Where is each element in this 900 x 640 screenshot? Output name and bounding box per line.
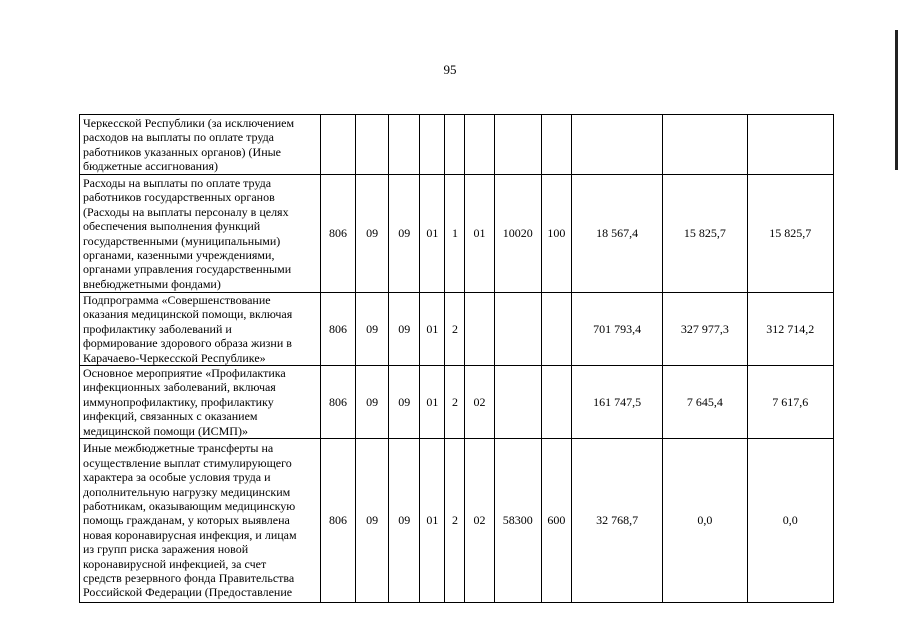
subprogram-code: 2 [445,439,465,603]
expense-description [80,366,321,439]
table-row [80,293,834,366]
description-line: Расходы на выплаты по оплате труда [83,175,272,190]
description-line: работников государственных органов [83,190,275,205]
direction-code: 10020 [494,175,541,293]
subprogram-code: 2 [445,293,465,366]
description-line: профилактику заболеваний и [83,321,232,336]
program-code: 01 [420,175,445,293]
admin-code: 806 [320,366,355,439]
description-line: Российской Федерации (Предоставление [83,585,293,600]
description-line: характера за особые условия труда и [83,470,271,485]
subsection-code: 09 [389,366,420,439]
section-code: 09 [356,175,389,293]
table-row [80,366,834,439]
amount-year-3: 15 825,7 [747,175,833,293]
description-line: коронавирусной инфекцией, за счет [83,556,267,571]
direction-code: 58300 [494,439,541,603]
amount-year-3: 0,0 [747,439,833,603]
description-line: расходов на выплаты по оплате труда [83,130,274,145]
description-line: внебюджетными фондами) [83,276,221,291]
program-code: 01 [420,293,445,366]
direction-code [494,115,541,175]
expense-type-code [541,293,571,366]
expense-type-code [541,366,571,439]
amount-year-2: 15 825,7 [663,175,747,293]
amount-year-1: 701 793,4 [571,293,662,366]
section-code: 09 [356,293,389,366]
subsection-code: 09 [389,175,420,293]
admin-code: 806 [320,175,355,293]
description-line: Черкесской Республики (за исключением [83,115,295,130]
amount-year-1: 18 567,4 [571,175,662,293]
expense-type-code: 600 [541,439,571,603]
amount-year-3: 7 617,6 [747,366,833,439]
amount-year-3 [747,115,833,175]
description-line: формирование здорового образа жизни в [83,336,292,351]
description-line: новая коронавирусная инфекция, и лицам [83,527,297,542]
admin-code: 806 [320,293,355,366]
table-row [80,115,834,175]
amount-year-1: 32 768,7 [571,439,662,603]
table-row [80,439,834,603]
description-line: Подпрограмма «Совершенствование [83,293,271,307]
subprogram-code: 2 [445,366,465,439]
section-code: 09 [356,366,389,439]
description-line: инфекционных заболеваний, включая [83,380,276,395]
expense-description [80,293,321,366]
description-line: оказания медицинской помощи, включая [83,307,293,322]
description-line: Карачаево-Черкесской Республике» [83,350,266,365]
event-code: 01 [465,175,494,293]
expense-description [80,175,321,293]
amount-year-2 [663,115,747,175]
description-line: органами управления государственными [83,262,292,277]
amount-year-1: 161 747,5 [571,366,662,439]
program-code: 01 [420,439,445,603]
amount-year-1 [571,115,662,175]
program-code: 01 [420,366,445,439]
amount-year-2: 327 977,3 [663,293,747,366]
description-line: Иные межбюджетные трансферты на [83,441,274,456]
budget-table [79,114,834,603]
expense-type-code: 100 [541,175,571,293]
description-line: обеспечения выполнения функций [83,219,261,234]
description-line: средств резервного фонда Правительства [83,570,295,585]
description-line: Основное мероприятие «Профилактика [83,366,286,381]
description-line: работников указанных органов) (Иные [83,144,281,159]
description-line: иммунопрофилактику, профилактику [83,394,274,409]
amount-year-2: 0,0 [663,439,747,603]
program-code [420,115,445,175]
section-code: 09 [356,439,389,603]
admin-code [320,115,355,175]
description-line: работникам, оказывающим медицинскую [83,498,296,513]
description-line: бюджетные ассигнования) [83,158,219,173]
description-line: органами, казенными учреждениями, [83,247,275,262]
event-code: 02 [465,366,494,439]
expense-description [80,115,321,175]
event-code [465,115,494,175]
description-line: помощь гражданам, у которых выявлена [83,513,290,528]
event-code: 02 [465,439,494,603]
description-line: дополнительную нагрузку медицинским [83,484,291,499]
scan-edge-mark [895,30,898,170]
expense-type-code [541,115,571,175]
description-line: инфекций, связанных с оказанием [83,409,258,424]
subsection-code [389,115,420,175]
direction-code [494,293,541,366]
event-code [465,293,494,366]
subsection-code: 09 [389,293,420,366]
table-row [80,175,834,293]
amount-year-2: 7 645,4 [663,366,747,439]
page-number: 95 [443,62,457,77]
subprogram-code: 1 [445,175,465,293]
expense-description [80,439,321,603]
direction-code [494,366,541,439]
subprogram-code [445,115,465,175]
description-line: государственными (муниципальными) [83,233,281,248]
section-code [356,115,389,175]
amount-year-3: 312 714,2 [747,293,833,366]
description-line: из групп риска заражения новой [83,542,249,557]
description-line: медицинской помощи (ИСМП)» [83,423,248,438]
admin-code: 806 [320,439,355,603]
description-line: (Расходы на выплаты персоналу в целях [83,204,289,219]
description-line: осуществление выплат стимулирующего [83,455,292,470]
subsection-code: 09 [389,439,420,603]
